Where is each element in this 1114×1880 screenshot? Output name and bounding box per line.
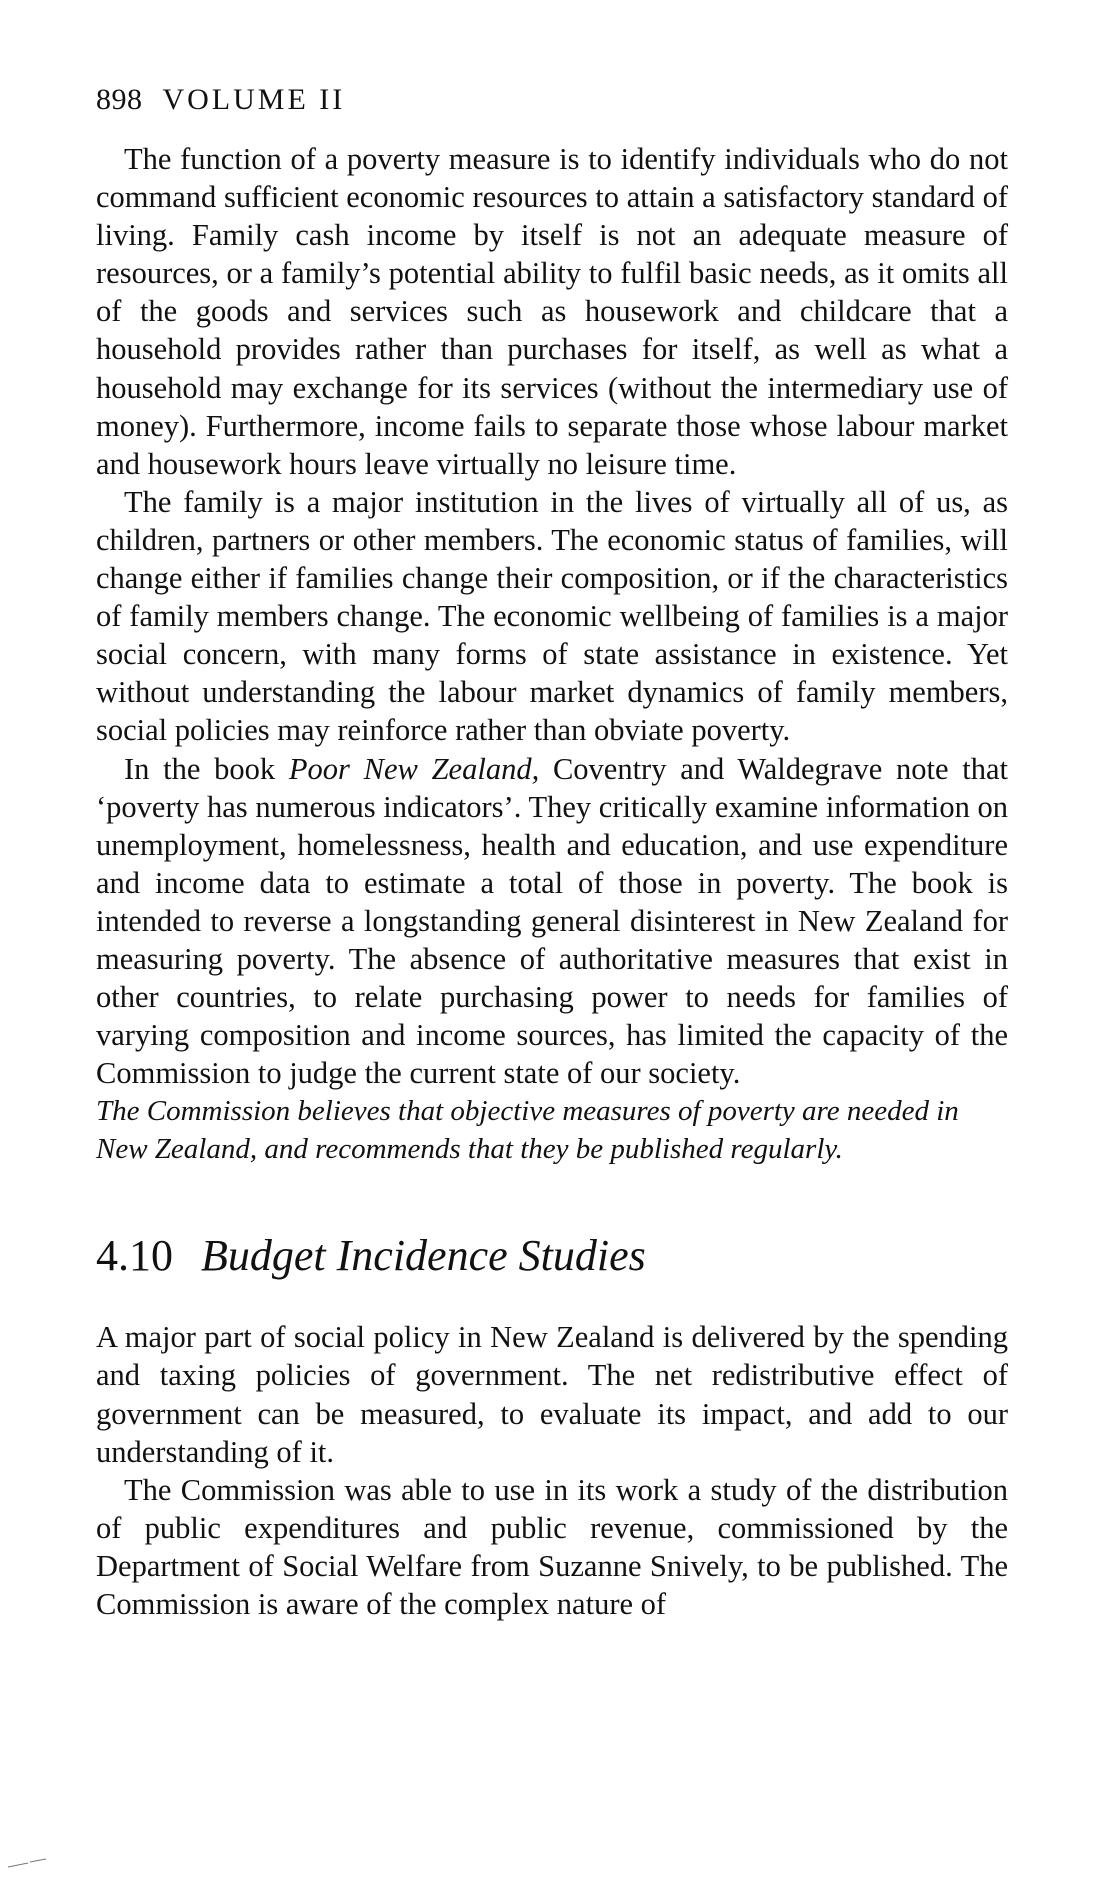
paragraph-family-institution: The family is a major institution in the lives of virtually all of us, as children, partners or other members. The economic status of families, will change either if families change their composition, or if the characteristics of family members change. The economic wellbeing of families is a major social concern, with many forms of state assistance in existence. Yet without understanding the labour market dynamics of family members, social policies may reinforce rather than obviate poverty. [96, 484, 1008, 748]
section-heading [96, 1230, 1008, 1282]
volume-label: VOLUME II [162, 83, 346, 116]
paragraph-poor-new-zealand [96, 750, 1008, 1093]
running-head [96, 82, 1008, 118]
document-page [96, 82, 1008, 1623]
recommendation-statement: The Commission believes that objective measures of poverty are needed in New Zealand, and recommends that they be published regularly. [96, 1095, 959, 1166]
book-title: Poor New Zealand, [288, 751, 540, 786]
section-title: Budget Incidence Studies [201, 1231, 646, 1281]
paragraph-text-body: Coventry and Waldegrave note that ‘poverty has numerous indicators’. They critically examine information on unemployment, homelessness, health and education, and use expenditure and income data to estimate a total of those in poverty. The book is intended to reverse a longstanding general disinterest in New Zealand for measuring poverty. The absence of authoritative measures that exist in other countries, to relate purchasing power to needs for families of varying composition and income sources, has limited the capacity of the Commission to judge the current state of our society. [96, 751, 1009, 1091]
paragraph-poverty-measure: The function of a poverty measure is to identify individuals who do not command sufficient economic resources to attain a satisfactory standard of living. Family cash income by itself is not an adequate measure of resources, or a family’s potential ability to fulfil basic needs, as it omits all of the goods and services such as housework and childcare that a household provides rather than purchases for itself, as well as what a household may exchange for its services (without the intermediary use of money). Furthermore, income fails to separate those whose labour market and housework hours leave virtually no leisure time. [96, 142, 1008, 481]
section-number: 4.10 [96, 1231, 173, 1281]
page-number: 898 [96, 83, 143, 116]
paragraph-social-policy: A major part of social policy in New Zealand is delivered by the spending and taxing policies of government. The net redistributive effect of government can be measured, to evaluate its impact, and add to our understanding of it. [96, 1320, 1008, 1469]
paragraph-text-lead: In the book [124, 751, 289, 786]
pencil-mark [6, 1855, 66, 1869]
paragraph-snively-study: The Commission was able to use in its work a study of the distribution of public expenditures and public revenue, commissioned by the Department of Social Welfare from Suzanne Snively, to be published. The Commission is aware of the complex nature of [96, 1472, 1008, 1621]
